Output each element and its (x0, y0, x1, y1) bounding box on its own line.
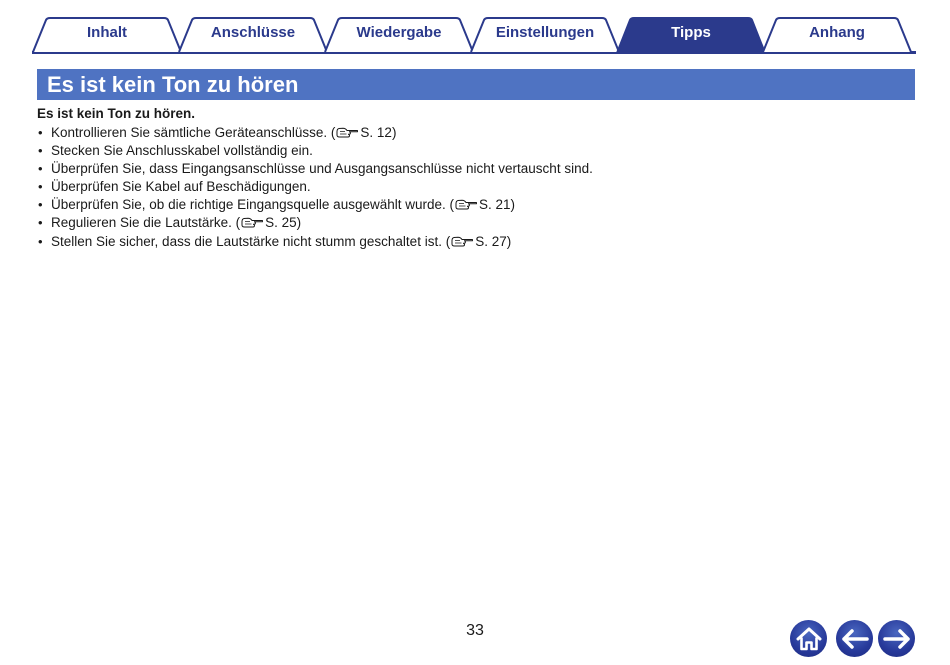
pointing-hand-icon (241, 217, 263, 228)
page-reference-text: S. 21 (479, 197, 511, 213)
tab-bar (32, 17, 916, 55)
list-item (37, 233, 897, 251)
list-item-text: Stellen Sie sicher, dass die Lautstärke nicht stumm geschaltet ist. (51, 233, 442, 249)
tab-label: Einstellungen (495, 23, 595, 41)
tab-label: Tipps (671, 23, 711, 41)
page-title: Es ist kein Ton zu hören (47, 71, 299, 97)
tab-label: Inhalt (87, 23, 127, 41)
subheading: Es ist kein Ton zu hören. (37, 106, 196, 121)
home-button[interactable] (790, 620, 827, 657)
page-number: 33 (466, 622, 484, 639)
bullet: • (38, 197, 43, 213)
bullet: • (38, 125, 43, 140)
page-reference-text: S. 25 (265, 215, 297, 231)
arrow-left-icon (841, 629, 869, 649)
tab-label: Anschlüsse (210, 23, 296, 41)
bullet: • (38, 179, 43, 195)
list-item-text: Überprüfen Sie Kabel auf Beschädigungen. (51, 179, 311, 195)
tips-list (37, 124, 897, 251)
list-item (37, 214, 897, 232)
tab-label: Wiedergabe (356, 23, 442, 41)
forward-button[interactable] (878, 620, 915, 657)
bullet: • (38, 215, 43, 231)
tab-label: Anhang (809, 23, 865, 41)
pointing-hand-icon (336, 127, 358, 138)
list-item-text: Kontrollieren Sie sämtliche Geräteanschlüsse. (51, 125, 328, 140)
list-item-text: Überprüfen Sie, dass Eingangsanschlüsse und Ausgangsanschlüsse nicht vertauscht sind. (51, 161, 593, 177)
tab-einstellungen[interactable] (470, 17, 620, 53)
tab-wiedergabe[interactable] (324, 17, 474, 53)
page-reference-link[interactable]: ( S. 25) (235, 215, 302, 231)
arrow-right-icon (883, 629, 911, 649)
list-item-text: Überprüfen Sie, ob die richtige Eingangsquelle ausgewählt wurde. (51, 197, 446, 213)
list-item (37, 142, 897, 160)
pointing-hand-icon (455, 199, 477, 210)
back-button[interactable] (836, 620, 873, 657)
tab-tipps[interactable] (616, 17, 766, 53)
home-icon (796, 627, 822, 651)
bullet: • (38, 161, 43, 177)
tab-anhang[interactable] (762, 17, 912, 53)
tab-inhalt[interactable] (32, 17, 182, 53)
pointing-hand-icon (451, 236, 473, 247)
tab-anschluesse[interactable] (178, 17, 328, 53)
bullet: • (38, 143, 43, 159)
list-item (37, 196, 897, 214)
page-reference-link[interactable]: ( S. 21) (449, 197, 516, 213)
page-reference-link[interactable]: ( S. 27) (445, 233, 512, 249)
page-reference-text: S. 12 (360, 125, 392, 140)
list-item-text: Regulieren Sie die Lautstärke. (51, 215, 232, 231)
bullet: • (38, 233, 43, 249)
list-item-text: Stecken Sie Anschlusskabel vollständig ein. (51, 143, 313, 159)
section-title-bar (37, 69, 915, 100)
list-item (37, 124, 897, 142)
list-item (37, 160, 897, 178)
page-reference-link[interactable]: ( S. 12) (330, 125, 397, 140)
list-item (37, 178, 897, 196)
content (37, 106, 897, 251)
page-reference-text: S. 27 (475, 233, 507, 249)
